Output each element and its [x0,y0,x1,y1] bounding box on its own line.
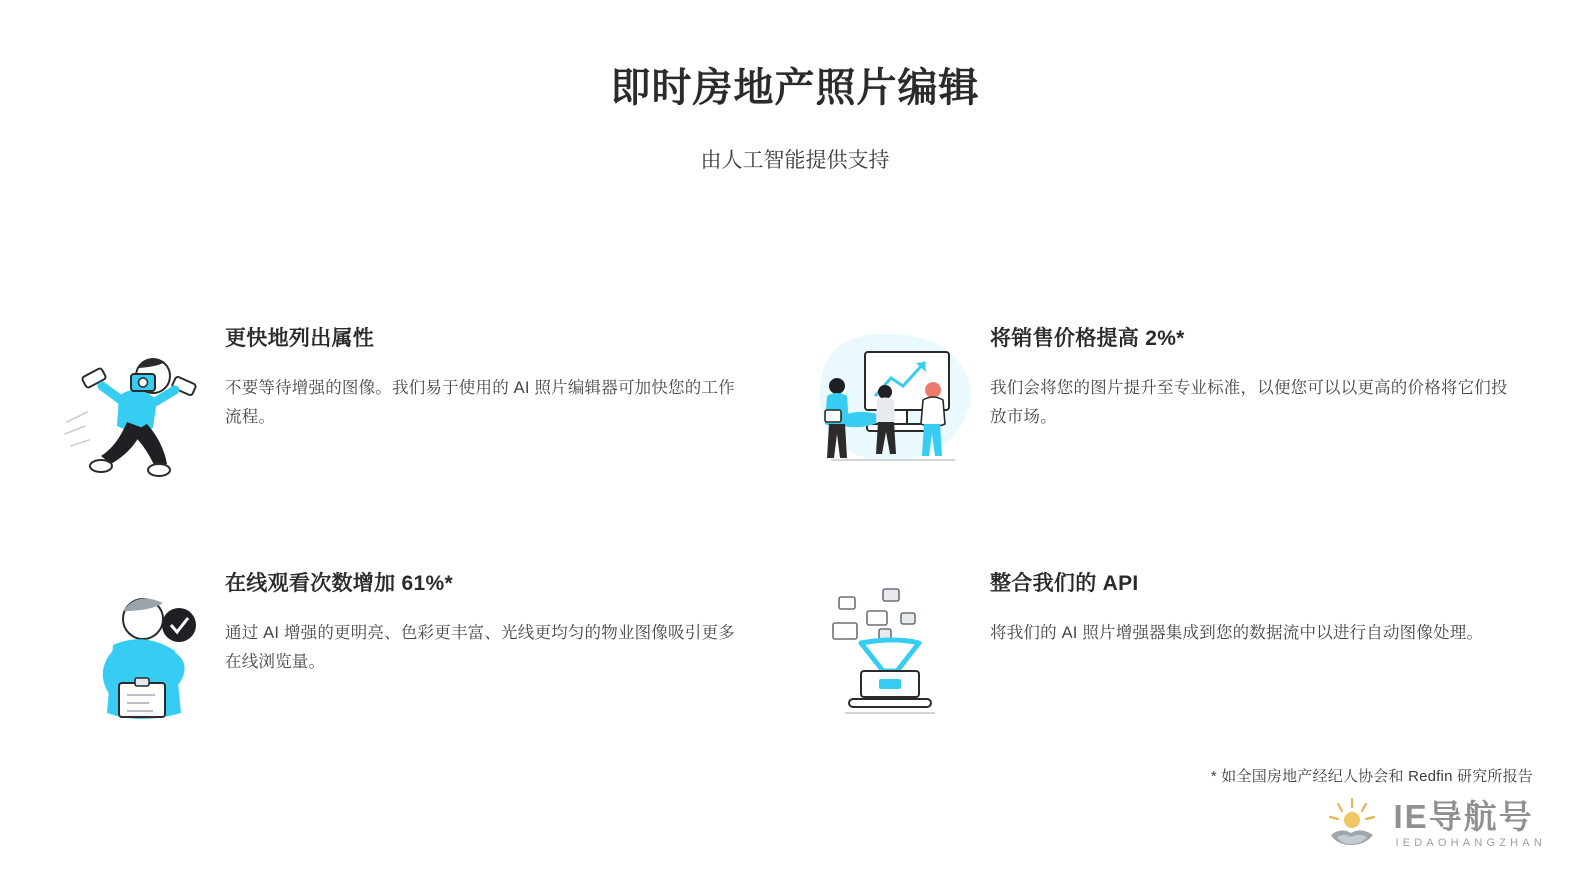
feature-heading: 更快地列出属性 [225,327,375,350]
watermark [1321,793,1546,855]
laptop-api-integration-illustration [805,563,990,743]
feature-body: 将我们的 AI 照片增强器集成到您的数据流中以进行自动图像处理。 [990,624,1484,642]
page-header [0,0,1590,174]
feature-item [805,300,1535,545]
feature-item [55,300,805,545]
feature-body: 我们会将您的图片提升至专业标准，以便您可以以更高的价格将它们投放市场。 [990,379,1508,426]
running-person-with-camera-illustration [55,318,225,498]
feature-item [55,545,805,790]
watermark-text [1393,797,1546,849]
page-title: 即时房地产照片编辑 [610,66,980,110]
feature-body: 通过 AI 增强的更明亮、色彩更丰富、光线更均匀的物业图像吸引更多在线浏览量。 [225,624,735,671]
feature-item [805,545,1535,790]
feature-copy [990,300,1520,432]
feature-copy [225,545,745,677]
team-presentation-chart-illustration [805,318,990,498]
feature-heading: 将销售价格提高 2%* [990,327,1185,350]
feature-grid [55,300,1535,790]
handshake-sun-logo [1321,793,1383,855]
footnote: * 如全国房地产经纪人协会和 Redfin 研究所报告 [1210,768,1533,785]
watermark-main: IE导航号 [1393,797,1534,835]
feature-copy [990,545,1483,648]
feature-copy [225,300,745,432]
feature-heading: 整合我们的 API [990,572,1139,595]
watermark-sub: IEDAOHANGZHAN [1395,836,1546,849]
feature-body: 不要等待增强的图像。我们易于使用的 AI 照片编辑器可加快您的工作流程。 [225,379,735,426]
feature-heading: 在线观看次数增加 61%* [225,572,453,595]
agent-with-clipboard-illustration [55,563,225,743]
page-subtitle: 由人工智能提供支持 [700,149,890,172]
